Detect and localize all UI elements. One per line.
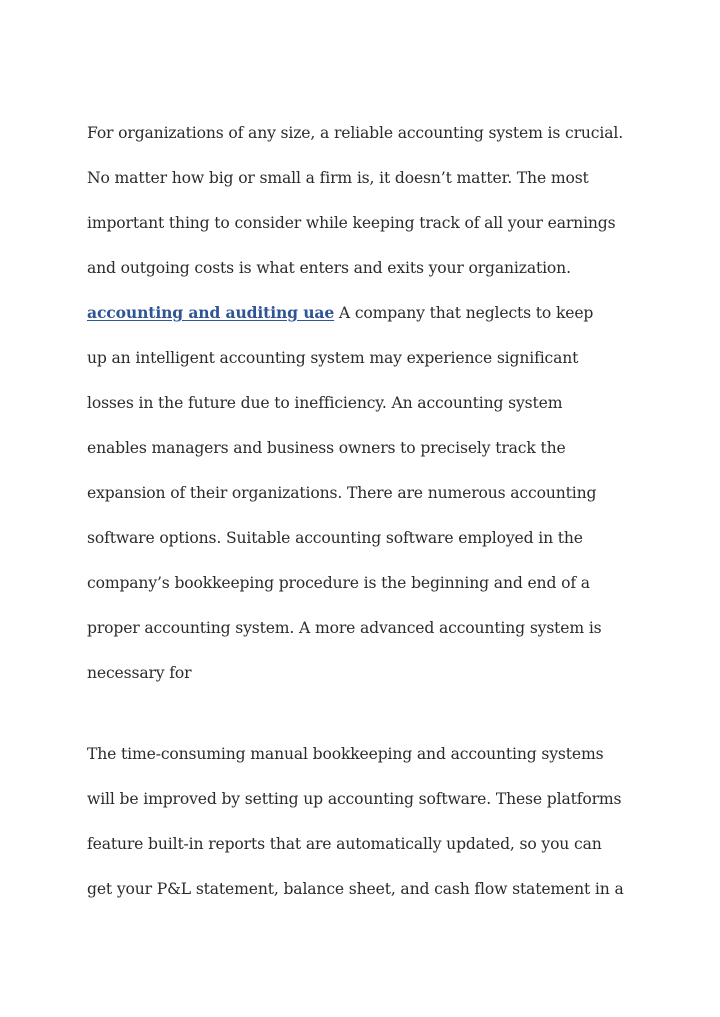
paragraph-line: losses in the future due to inefficiency. An accounting system xyxy=(87,394,563,412)
paragraph-line: will be improved by setting up accounting software. These platforms xyxy=(87,790,622,808)
paragraph-line: The time-consuming manual bookkeeping and accounting systems xyxy=(87,745,604,763)
paragraph-line: necessary for xyxy=(87,664,192,682)
paragraph-line: proper accounting system. A more advanced accounting system is xyxy=(87,619,602,637)
paragraph-line: For organizations of any size, a reliable accounting system is crucial. xyxy=(87,124,624,142)
paragraph-line: company’s bookkeeping procedure is the beginning and end of a xyxy=(87,574,590,592)
paragraph-line: up an intelligent accounting system may experience significant xyxy=(87,349,579,367)
paragraph-line: get your P&L statement, balance sheet, and cash flow statement in a xyxy=(87,880,624,898)
paragraph-line: important thing to consider while keeping track of all your earnings xyxy=(87,214,616,232)
paragraph-line: software options. Suitable accounting software employed in the xyxy=(87,529,583,547)
paragraph-line: expansion of their organizations. There are numerous accounting xyxy=(87,484,597,502)
accounting-auditing-uae-link[interactable]: accounting and auditing uae xyxy=(87,303,335,322)
paragraph-line-with-link xyxy=(87,303,593,323)
paragraph-line: feature built-in reports that are automatically updated, so you can xyxy=(87,835,602,853)
paragraph-line-text: A company that neglects to keep xyxy=(334,304,594,322)
paragraph-line: enables managers and business owners to precisely track the xyxy=(87,439,566,457)
paragraph-line: No matter how big or small a firm is, it doesn’t matter. The most xyxy=(87,169,589,187)
paragraph-line: and outgoing costs is what enters and exits your organization. xyxy=(87,259,571,277)
